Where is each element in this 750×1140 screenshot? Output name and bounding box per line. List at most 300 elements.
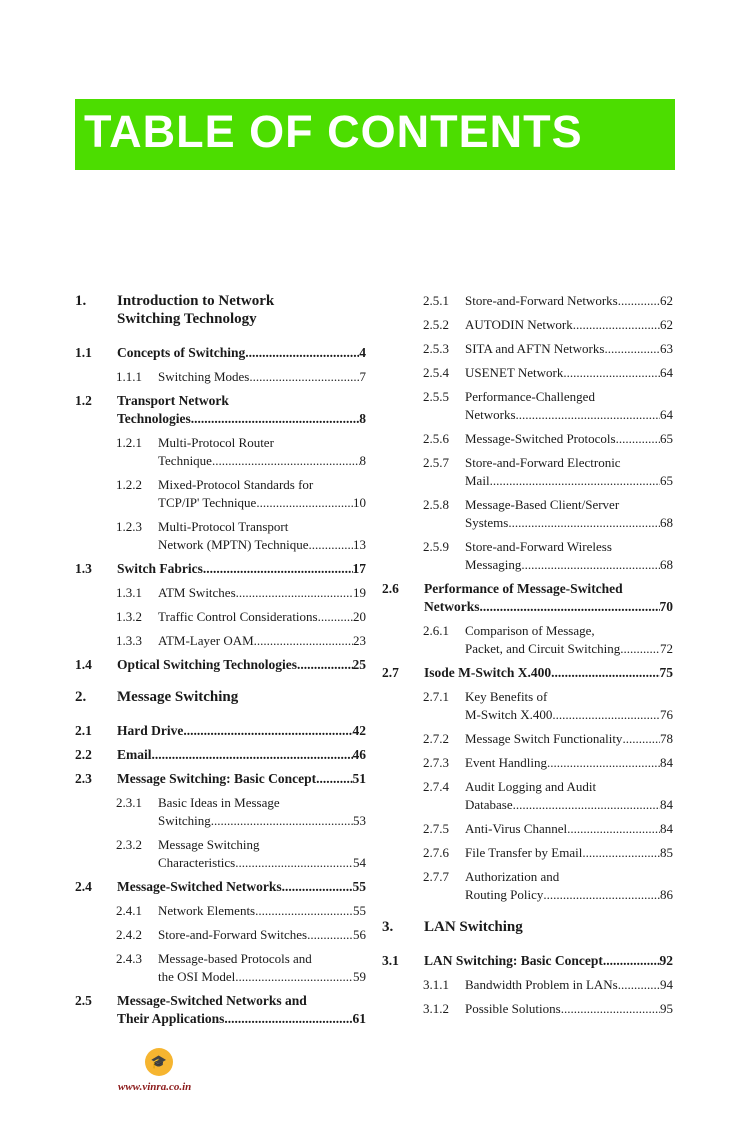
entry-title [465,430,673,448]
toc-entry-section[interactable] [75,560,366,578]
dot-leader [547,754,660,772]
toc-entry-section[interactable] [75,878,366,896]
entry-page-number: 86 [660,887,673,902]
toc-entry-sub[interactable] [75,836,366,872]
toc-entry-sub[interactable] [382,778,673,814]
dot-leader [282,878,353,896]
entry-page-number: 95 [660,1001,673,1016]
toc-entry-chapter[interactable] [75,688,366,706]
entry-title [158,632,366,650]
entry-title-line: Message-Switched Networks and [117,993,307,1008]
entry-title-line [158,608,366,626]
toc-entry-sub[interactable] [382,820,673,838]
entry-title [117,878,366,896]
entry-page-number: 7 [359,369,366,384]
dot-leader [318,608,353,626]
entry-title-text: Bandwidth Problem in LANs [465,977,618,992]
toc-entry-section[interactable] [382,664,673,682]
entry-title-line [117,770,366,788]
entry-title [158,518,366,554]
toc-entry-sub[interactable] [382,622,673,658]
entry-title [158,950,366,986]
toc-entry-sub[interactable] [75,518,366,554]
entry-title [158,476,366,512]
entry-number: 2.7.5 [423,821,449,836]
entry-page-number: 84 [660,821,673,836]
entry-page-number: 59 [353,969,366,984]
entry-page-number: 55 [352,879,366,894]
toc-entry-chapter[interactable] [382,918,673,936]
entry-title-line [117,722,366,740]
entry-title [117,722,366,740]
toc-entry-section[interactable] [75,770,366,788]
toc-entry-sub[interactable] [382,430,673,448]
dot-leader [224,1010,352,1028]
entry-page-number: 13 [353,537,366,552]
entry-title [424,952,673,970]
toc-entry-sub[interactable] [382,754,673,772]
entry-title-line: Message-Based Client/Server [465,497,620,512]
entry-title [158,902,366,920]
entry-number: 2.3.1 [116,795,142,810]
entry-title-line: LAN Switching [424,919,523,935]
entry-number: 1.3.3 [116,633,142,648]
toc-entry-sub[interactable] [75,584,366,602]
entry-title-text: Traffic Control Considerations [158,609,318,624]
entry-title-line [158,452,366,470]
dot-leader [211,812,353,830]
entry-title [465,820,673,838]
toc-entry-sub[interactable] [75,902,366,920]
footer-url[interactable]: www.vinra.co.in [118,1081,192,1093]
entry-title-text: Concepts of Switching [117,345,246,360]
entry-title [465,688,673,724]
toc-entry-sub[interactable] [382,1000,673,1018]
entry-title [465,292,673,310]
dot-leader [563,364,660,382]
toc-entry-sub[interactable] [75,794,366,830]
entry-title [117,746,366,764]
entry-title-text: Packet, and Circuit Switching [465,641,621,656]
entry-title [465,496,673,532]
entry-title-line [465,430,673,448]
entry-title-text: Characteristics [158,855,236,870]
dot-leader [513,796,660,814]
entry-number: 2.5.7 [423,455,449,470]
toc-entry-section[interactable] [382,580,673,616]
dot-leader [561,1000,660,1018]
entry-title-line: Performance of Message-Switched [424,581,623,596]
dot-leader [212,452,360,470]
toc-entry-sub[interactable] [382,496,673,532]
entry-title [158,836,366,872]
entry-title-line: Switching Technology [117,311,257,327]
dot-leader [616,430,660,448]
toc-entry-sub[interactable] [75,368,366,386]
toc-entry-sub[interactable] [75,632,366,650]
entry-title [158,368,366,386]
entry-number: 1.3.2 [116,609,142,624]
entry-title [117,392,366,428]
entry-number: 1.3.1 [116,585,142,600]
dot-leader [508,514,660,532]
entry-title-line [465,706,673,724]
entry-page-number: 10 [353,495,366,510]
entry-title-text: Messaging [465,557,522,572]
entry-number: 2.5.6 [423,431,449,446]
entry-page-number: 8 [359,411,366,426]
entry-number: 2.5 [75,993,92,1008]
entry-title-line: Authorization and [465,869,560,884]
entry-title [424,918,673,936]
toc-entry-sub[interactable] [75,950,366,986]
dot-leader [203,560,353,578]
toc-entry-sub[interactable] [382,388,673,424]
entry-title-text: Mail [465,473,490,488]
entry-title-line [158,368,366,386]
entry-title-line [465,364,673,382]
entry-title-text: Their Applications [117,1011,225,1026]
entry-title-text: Switch Fabrics [117,561,203,576]
entry-page-number: 61 [352,1011,366,1026]
entry-page-number: 20 [353,609,366,624]
toc-entry-sub[interactable] [75,476,366,512]
entry-title-line [158,926,366,944]
entry-page-number: 65 [660,431,673,446]
toc-entry-section[interactable] [75,992,366,1028]
dot-leader [521,556,660,574]
entry-title-line [158,902,366,920]
entry-title-line [465,514,673,532]
entry-title-line [158,854,366,872]
entry-number: 2.5.2 [423,317,449,332]
entry-title-text: M-Switch X.400 [465,707,553,722]
dot-leader [307,926,353,944]
entry-title-line [465,316,673,334]
entry-title-text: Routing Policy [465,887,544,902]
toc-entry-sub[interactable] [382,844,673,862]
dot-leader [308,536,353,554]
entry-title-line [465,730,673,748]
entry-title [465,538,673,574]
dot-leader [618,976,660,994]
entry-title-line [117,344,366,362]
entry-number: 1.2.1 [116,435,142,450]
entry-page-number: 55 [353,903,366,918]
entry-title-text: Message Switch Functionality [465,731,623,746]
entry-title-line: Performance-Challenged [465,389,595,404]
entry-title-text: AUTODIN Network [465,317,573,332]
dot-leader [567,820,660,838]
entry-title-text: File Transfer by Email [465,845,583,860]
dot-leader [297,656,352,674]
entry-number: 2. [75,689,87,705]
entry-title-line [424,952,673,970]
toc-entry-sub[interactable] [382,538,673,574]
dot-leader [249,368,359,386]
entry-title-line [117,878,366,896]
entry-title-text: Systems [465,515,509,530]
dot-leader [604,340,660,358]
entry-title [465,868,673,904]
entry-number: 2.7 [382,665,399,680]
toc-entry-section[interactable] [75,344,366,362]
entry-page-number: 92 [659,953,673,968]
entry-title-line [117,746,366,764]
entry-number: 2.7.6 [423,845,449,860]
entry-title [465,1000,673,1018]
entry-title-line [117,656,366,674]
toc-entry-sub[interactable] [382,292,673,310]
entry-page-number: 19 [353,585,366,600]
dot-leader [152,746,353,764]
entry-title [465,778,673,814]
entry-number: 2.7.2 [423,731,449,746]
graduation-cap-icon: 🎓 [145,1048,173,1076]
toc-entry-sub[interactable] [382,976,673,994]
title-banner [75,99,675,170]
entry-page-number: 68 [660,515,673,530]
dot-leader [618,292,660,310]
toc-entry-sub[interactable] [75,434,366,470]
entry-title-line: Multi-Protocol Transport [158,519,289,534]
toc-entry-sub[interactable] [382,868,673,904]
entry-title [465,316,673,334]
entry-title [158,608,366,626]
entry-title-line [424,598,673,616]
entry-page-number: 51 [352,771,366,786]
entry-number: 2.5.1 [423,293,449,308]
entry-title-text: LAN Switching: Basic Concept [424,953,603,968]
entry-title-text: Message-Switched Protocols [465,431,616,446]
toc-entry-sub[interactable] [382,316,673,334]
entry-page-number: 23 [353,633,366,648]
entry-page-number: 53 [353,813,366,828]
entry-title-text: SITA and AFTN Networks [465,341,605,356]
entry-page-number: 25 [352,657,366,672]
entry-title [117,770,366,788]
dot-leader [516,406,660,424]
entry-page-number: 54 [353,855,366,870]
entry-title-line [465,472,673,490]
entry-title [465,754,673,772]
dot-leader [235,854,353,872]
entry-title-text: ATM-Layer OAM [158,633,254,648]
entry-title-text: Technique [158,453,212,468]
entry-title-line [465,844,673,862]
entry-number: 2.5.5 [423,389,449,404]
entry-title-line: Key Benefits of [465,689,548,704]
entry-page-number: 62 [660,317,673,332]
entry-number: 1.1 [75,345,92,360]
entry-title [158,584,366,602]
toc-entry-sub[interactable] [382,730,673,748]
entry-number: 2.3 [75,771,92,786]
entry-number: 2.5.9 [423,539,449,554]
entry-title-text: Switching Modes [158,369,250,384]
entry-number: 2.4.2 [116,927,142,942]
entry-title-line [465,796,673,814]
entry-title [158,434,366,470]
entry-number: 2.1 [75,723,92,738]
entry-title-line [465,820,673,838]
toc-entry-section[interactable] [75,746,366,764]
entry-number: 2.5.8 [423,497,449,512]
entry-title-text: Network (MPTN) Technique [158,537,309,552]
entry-title-line [158,812,366,830]
entry-page-number: 64 [660,365,673,380]
entry-title-line [465,292,673,310]
entry-title-text: Anti-Virus Channel [465,821,568,836]
entry-title-text: Event Handling [465,755,547,770]
entry-title-text: Switching [158,813,211,828]
entry-number: 3. [382,919,394,935]
entry-number: 1.1.1 [116,369,142,384]
entry-title-line [117,410,366,428]
entry-title-text: Possible Solutions [465,1001,561,1016]
entry-title-text: Technologies [117,411,191,426]
entry-title-text: USENET Network [465,365,564,380]
entry-title-line [158,632,366,650]
entry-number: 2.7.3 [423,755,449,770]
entry-title-line [158,584,366,602]
toc-entry-sub[interactable] [75,926,366,944]
entry-title-line [465,754,673,772]
entry-page-number: 84 [660,755,673,770]
entry-title-line: Message Switching [117,689,239,705]
dot-leader [254,632,353,650]
entry-page-number: 85 [660,845,673,860]
entry-title-line [465,340,673,358]
dot-leader [245,344,359,362]
entry-number: 1.3 [75,561,92,576]
entry-title-line: Store-and-Forward Wireless [465,539,612,554]
entry-number: 2.7.7 [423,869,449,884]
entry-number: 2.6.1 [423,623,449,638]
entry-title-line [117,1010,366,1028]
entry-title-text: ATM Switches [158,585,236,600]
entry-title-text: Hard Drive [117,723,184,738]
entry-title-line [465,886,673,904]
entry-page-number: 94 [660,977,673,992]
entry-title-line [158,494,366,512]
entry-title [465,454,673,490]
entry-title-line [424,664,673,682]
entry-page-number: 17 [352,561,366,576]
entry-number: 1.2.2 [116,477,142,492]
entry-title [465,388,673,424]
toc-entry-sub[interactable] [382,340,673,358]
entry-page-number: 65 [660,473,673,488]
toc-entry-section[interactable] [75,392,366,428]
entry-page-number: 70 [659,599,673,614]
entry-title-text: Isode M-Switch X.400 [424,665,552,680]
dot-leader [582,844,660,862]
dot-leader [552,706,660,724]
dot-leader [620,640,660,658]
dot-leader [183,722,352,740]
entry-page-number: 63 [660,341,673,356]
entry-page-number: 56 [353,927,366,942]
entry-title [117,688,366,706]
entry-page-number: 84 [660,797,673,812]
entry-title-line [465,406,673,424]
entry-number: 3.1 [382,953,399,968]
entry-number: 2.5.3 [423,341,449,356]
entry-title-line [465,640,673,658]
entry-title-text: Store-and-Forward Switches [158,927,308,942]
entry-number: 2.7.1 [423,689,449,704]
entry-number: 2.4.1 [116,903,142,918]
dot-leader [235,968,353,986]
entry-page-number: 75 [659,665,673,680]
entry-page-number: 62 [660,293,673,308]
entry-title [465,364,673,382]
entry-title [465,340,673,358]
entry-number: 1.2.3 [116,519,142,534]
entry-number: 2.5.4 [423,365,449,380]
entry-title [465,730,673,748]
entry-page-number: 42 [352,723,366,738]
entry-page-number: 78 [660,731,673,746]
entry-number: 3.1.1 [423,977,449,992]
entry-number: 2.7.4 [423,779,449,794]
entry-title-text: Email [117,747,152,762]
entry-title-line: Multi-Protocol Router [158,435,274,450]
entry-page-number: 46 [352,747,366,762]
entry-title-line: Introduction to Network [117,293,275,309]
toc-entry-section[interactable] [382,952,673,970]
dot-leader [551,664,659,682]
entry-title-line: Comparison of Message, [465,623,595,638]
entry-title-line [117,560,366,578]
entry-title-line [158,536,366,554]
page-title: TABLE OF CONTENTS [84,106,583,157]
entry-page-number: 4 [359,345,366,360]
entry-title [424,664,673,682]
entry-title-line [465,556,673,574]
toc-entry-sub[interactable] [382,688,673,724]
dot-leader [236,584,353,602]
entry-number: 1. [75,293,87,309]
toc-entry-sub[interactable] [382,364,673,382]
toc-entry-sub[interactable] [75,608,366,626]
entry-title [117,656,366,674]
entry-number: 1.2 [75,393,92,408]
dot-leader [255,902,353,920]
entry-number: 2.4.3 [116,951,142,966]
entry-title [465,622,673,658]
entry-title-text: Store-and-Forward Networks [465,293,618,308]
entry-title [465,976,673,994]
toc-entry-chapter[interactable] [75,292,366,328]
toc-entry-section[interactable] [75,722,366,740]
entry-title-line: Audit Logging and Audit [465,779,597,794]
dot-leader [256,494,353,512]
toc-entry-sub[interactable] [382,454,673,490]
toc-column-right [382,292,673,1024]
entry-title [117,560,366,578]
entry-title-line: Transport Network [117,393,229,408]
dot-leader [543,886,660,904]
entry-title-line [465,976,673,994]
entry-title-text: Networks [465,407,516,422]
entry-title-text: Optical Switching Technologies [117,657,298,672]
entry-title [465,844,673,862]
entry-title [117,344,366,362]
entry-title-text: Networks [424,599,480,614]
toc-entry-section[interactable] [75,656,366,674]
